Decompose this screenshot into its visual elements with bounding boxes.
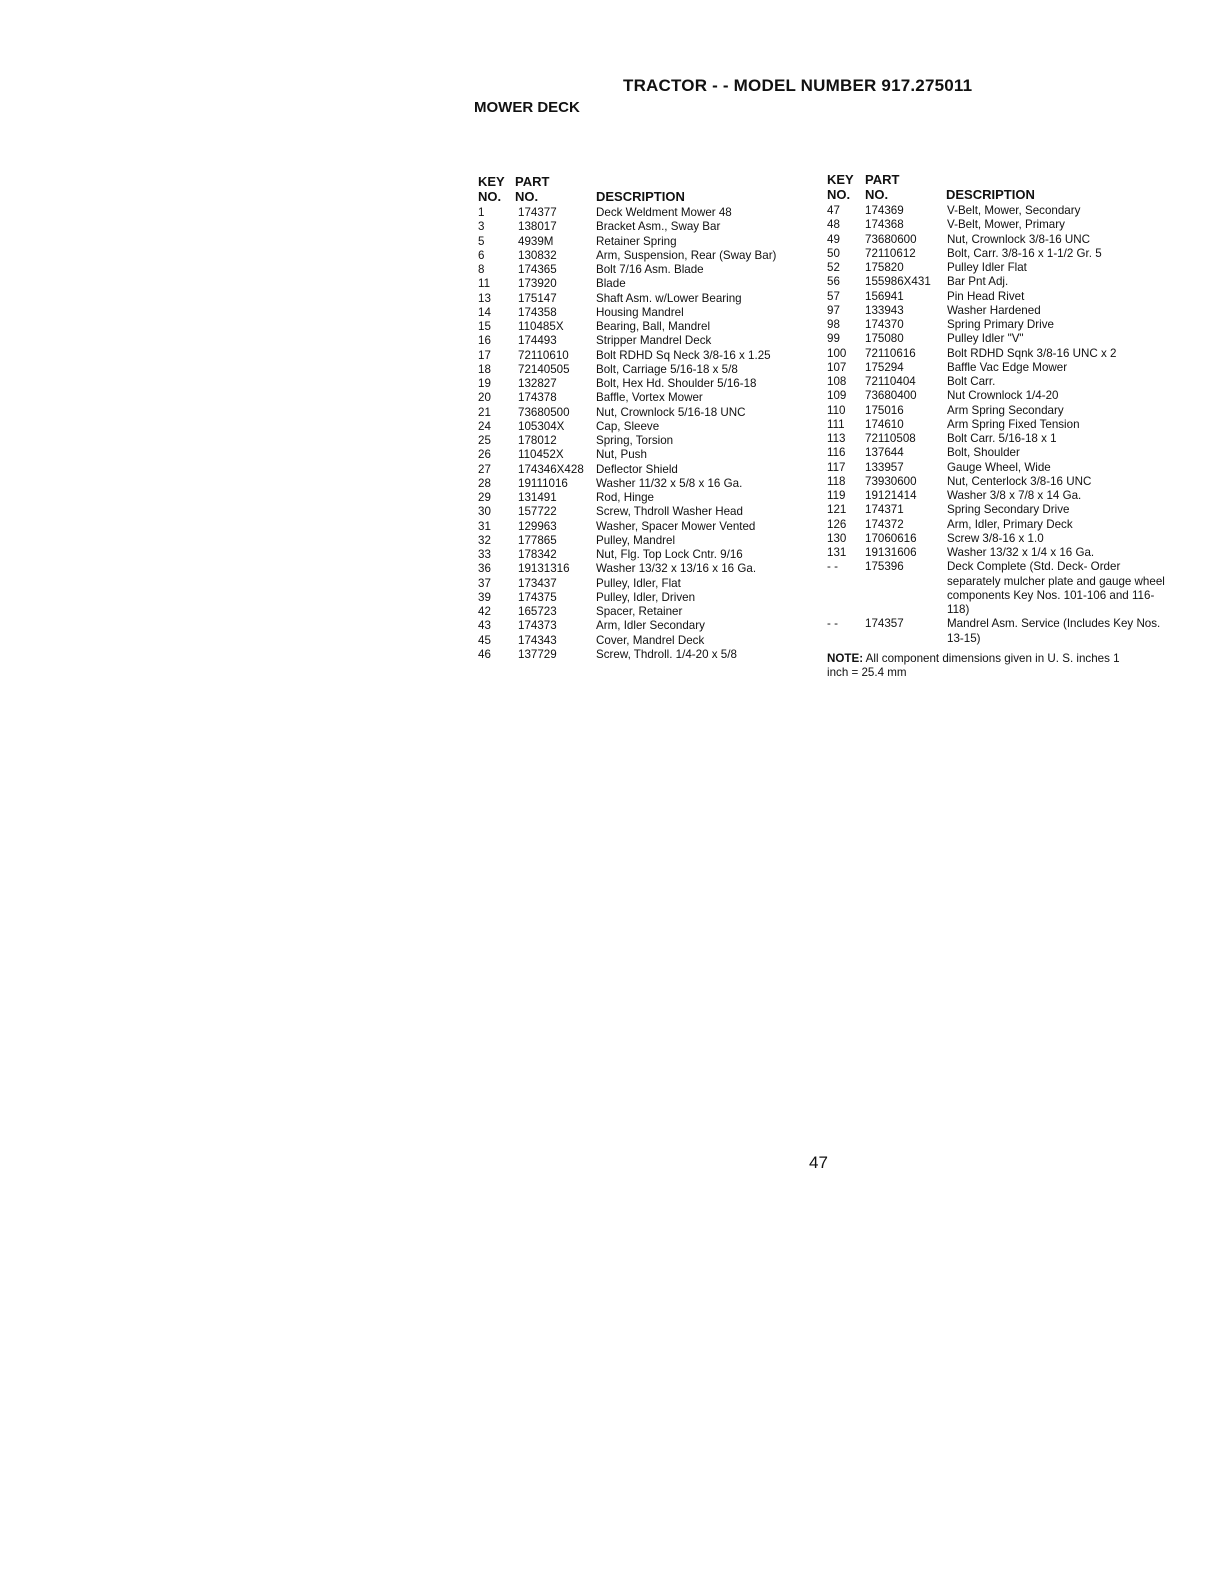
table-row — [827, 261, 1167, 275]
description-cell: Rod, Hinge — [596, 491, 655, 504]
table-row — [478, 220, 808, 234]
key-cell: 5 — [478, 234, 485, 248]
description-cell: Nut, Centerlock 3/8-16 UNC — [947, 474, 1092, 488]
description-cell: Washer 11/32 x 5/8 x 16 Ga. — [596, 476, 743, 490]
table-row — [478, 420, 808, 434]
key-header-bottom: NO. — [827, 187, 851, 202]
part-header-top: PART — [865, 172, 900, 187]
table-row — [478, 477, 808, 491]
table-row — [827, 389, 1167, 403]
part-number-cell: 173920 — [518, 277, 557, 291]
dimension-note — [827, 652, 1127, 681]
part-number-cell: 174346X428 — [518, 462, 584, 476]
description-cell: Pulley, Mandrel — [596, 533, 676, 547]
description-header: DESCRIPTION — [596, 189, 685, 204]
description-cell: Arm, Idler Secondary — [596, 619, 705, 633]
table-row — [827, 418, 1167, 432]
key-cell: 30 — [478, 505, 491, 519]
part-number-cell: 174370 — [865, 318, 904, 331]
part-number-cell: 19121414 — [865, 489, 917, 502]
part-number-cell: 174372 — [865, 517, 904, 531]
description-cell: Baffle Vac Edge Mower — [947, 360, 1068, 374]
part-number-cell: 137729 — [518, 647, 557, 661]
parts-list-left — [478, 206, 808, 662]
part-number-cell: 174343 — [518, 633, 557, 647]
part-number-cell: 73930600 — [865, 474, 917, 488]
part-number-cell: 72140505 — [518, 362, 570, 376]
part-header-bottom: NO. — [515, 189, 539, 204]
description-cell: Screw, Thdroll. 1/4-20 x 5/8 — [596, 647, 737, 661]
part-number-cell: 175147 — [518, 291, 557, 305]
key-cell: 20 — [478, 391, 491, 405]
key-cell: 19 — [478, 377, 491, 390]
key-cell: 121 — [827, 503, 847, 517]
table-row — [478, 206, 808, 220]
description-cell: Blade — [596, 277, 626, 291]
table-row — [478, 548, 808, 562]
key-cell: 6 — [478, 248, 485, 262]
key-header-top: KEY — [827, 172, 854, 187]
description-cell: Nut Crownlock 1/4-20 — [947, 389, 1059, 403]
part-number-cell: 72110610 — [518, 348, 569, 362]
description-cell: Spring, Torsion — [596, 434, 674, 447]
part-number-cell: 130832 — [518, 248, 557, 262]
part-number-cell: 133957 — [865, 460, 904, 474]
description-cell: Housing Mandrel — [596, 305, 684, 319]
key-cell: 29 — [478, 491, 491, 504]
table-row — [478, 349, 808, 363]
note-text: All component dimensions given in U. S. inches 1 inch = 25.4 mm — [827, 651, 1120, 679]
description-cell: Bolt, Hex Hd. Shoulder 5/16-18 — [596, 377, 757, 390]
description-cell: Screw, Thdroll Washer Head — [596, 505, 743, 519]
key-cell: 27 — [478, 462, 491, 476]
table-row — [478, 605, 808, 619]
note-label: NOTE: — [827, 651, 864, 665]
table-row — [827, 290, 1167, 304]
table-row — [478, 377, 808, 391]
key-cell: 48 — [827, 218, 840, 232]
table-row — [827, 446, 1167, 460]
description-cell: Deck Weldment Mower 48 — [596, 206, 732, 219]
table-row — [478, 591, 808, 605]
description-cell: Stripper Mandrel Deck — [596, 334, 712, 348]
table-header-left — [478, 175, 808, 206]
part-number-cell: 174368 — [865, 218, 904, 232]
table-row — [478, 534, 808, 548]
key-cell: 16 — [478, 334, 491, 348]
key-cell: 111 — [827, 417, 845, 431]
page-title: TRACTOR - - MODEL NUMBER 917.275011 — [623, 76, 973, 95]
part-number-cell: 174371 — [865, 503, 904, 517]
description-cell: Washer 3/8 x 7/8 x 14 Ga. — [947, 489, 1082, 502]
table-row — [827, 432, 1167, 446]
key-cell: 17 — [478, 348, 491, 362]
key-cell: 21 — [478, 405, 491, 419]
table-row — [827, 617, 1167, 646]
table-row — [478, 491, 808, 505]
part-number-cell: 177865 — [518, 533, 557, 547]
key-cell: 3 — [478, 220, 485, 234]
key-cell: 50 — [827, 246, 840, 260]
table-row — [478, 619, 808, 633]
part-number-cell: 17060616 — [865, 531, 917, 545]
part-number-cell: 175016 — [865, 403, 904, 417]
key-cell: 8 — [478, 263, 485, 276]
key-cell: 43 — [478, 619, 491, 633]
table-row — [827, 461, 1167, 475]
table-row — [478, 577, 808, 591]
page-number: 47 — [809, 1153, 828, 1172]
description-cell: Baffle, Vortex Mower — [596, 391, 703, 405]
description-cell: Arm, Suspension, Rear (Sway Bar) — [596, 248, 777, 262]
table-row — [827, 204, 1167, 218]
part-number-cell: 174358 — [518, 305, 557, 319]
part-number-cell: 132827 — [518, 377, 557, 390]
table-row — [827, 375, 1167, 389]
description-cell: Cap, Sleeve — [596, 419, 660, 433]
key-cell: 130 — [827, 531, 847, 545]
key-cell: 42 — [478, 605, 491, 618]
description-cell: Bar Pnt Adj. — [947, 275, 1009, 289]
parts-table-left — [478, 175, 808, 662]
key-cell: 46 — [478, 647, 491, 661]
table-row — [478, 562, 808, 576]
key-cell: 47 — [827, 204, 840, 217]
key-cell: 52 — [827, 261, 840, 274]
description-cell: Arm Spring Secondary — [947, 403, 1064, 417]
table-row — [478, 306, 808, 320]
part-number-cell: 133943 — [865, 303, 904, 317]
key-cell: 24 — [478, 419, 491, 433]
table-row — [827, 275, 1167, 289]
part-number-cell: 174369 — [865, 204, 904, 217]
description-header: DESCRIPTION — [946, 187, 1035, 202]
table-row — [827, 247, 1167, 261]
description-cell: Cover, Mandrel Deck — [596, 633, 705, 647]
parts-table-right — [827, 173, 1167, 680]
table-row — [827, 475, 1167, 489]
table-row — [827, 218, 1167, 232]
table-row — [827, 489, 1167, 503]
table-row — [478, 505, 808, 519]
part-number-cell: 175294 — [865, 360, 904, 374]
description-cell: Pin Head Rivet — [947, 289, 1025, 303]
description-cell: Arm, Idler, Primary Deck — [947, 517, 1073, 531]
part-number-cell: 174365 — [518, 263, 557, 276]
part-number-cell: 72110508 — [865, 432, 916, 445]
table-row — [478, 648, 808, 662]
part-number-cell: 174377 — [518, 206, 557, 219]
part-number-cell: 110452X — [518, 448, 564, 462]
description-cell: Pulley, Idler, Driven — [596, 590, 696, 604]
key-cell: 126 — [827, 517, 847, 531]
table-row — [827, 361, 1167, 375]
key-cell: 14 — [478, 305, 491, 319]
table-row — [827, 503, 1167, 517]
description-cell: Gauge Wheel, Wide — [947, 460, 1051, 474]
table-row — [478, 463, 808, 477]
description-cell: Deflector Shield — [596, 462, 678, 476]
part-number-cell: 175080 — [865, 332, 904, 346]
key-cell: - - — [827, 560, 838, 574]
key-cell: 1 — [478, 206, 485, 219]
table-row — [478, 292, 808, 306]
key-cell: 25 — [478, 434, 491, 447]
part-number-cell: 4939M — [518, 234, 554, 248]
table-header-right — [827, 173, 1167, 204]
part-number-cell: 174378 — [518, 391, 557, 405]
part-number-cell: 155986X431 — [865, 275, 931, 289]
part-number-cell: 19111016 — [518, 476, 568, 490]
key-cell: 36 — [478, 562, 491, 576]
key-cell: 37 — [478, 576, 491, 590]
table-row — [827, 560, 1167, 617]
description-cell: Deck Complete (Std. Deck- Order separately mulcher plate and gauge wheel components Key Nos. 101-106 and 116-118) — [947, 560, 1165, 616]
part-header-bottom: NO. — [865, 187, 889, 202]
key-cell: 39 — [478, 590, 491, 604]
part-number-cell: 73680500 — [518, 405, 570, 419]
table-row — [827, 518, 1167, 532]
table-row — [827, 347, 1167, 361]
description-cell: Bearing, Ball, Mandrel — [596, 320, 711, 333]
table-row — [478, 406, 808, 420]
table-row — [478, 448, 808, 462]
table-row — [827, 318, 1167, 332]
key-cell: 97 — [827, 303, 840, 317]
description-cell: Retainer Spring — [596, 234, 677, 248]
part-number-cell: 105304X — [518, 419, 565, 433]
description-cell: Bolt, Carriage 5/16-18 x 5/8 — [596, 362, 738, 376]
description-cell: Spring Secondary Drive — [947, 503, 1070, 517]
description-cell: Bolt Carr. — [947, 375, 996, 388]
key-cell: 31 — [478, 519, 491, 533]
key-cell: 26 — [478, 448, 491, 462]
description-cell: Shaft Asm. w/Lower Bearing — [596, 291, 742, 305]
key-cell: 45 — [478, 633, 491, 647]
description-cell: Bolt RDHD Sqnk 3/8-16 UNC x 2 — [947, 346, 1117, 360]
key-header-top: KEY — [478, 174, 505, 189]
key-cell: 116 — [827, 446, 846, 460]
description-cell: V-Belt, Mower, Secondary — [947, 204, 1081, 217]
part-number-cell: 174373 — [518, 619, 557, 633]
table-row — [478, 277, 808, 291]
table-row — [478, 263, 808, 277]
table-row — [478, 520, 808, 534]
part-number-cell: 156941 — [865, 289, 904, 303]
table-row — [478, 334, 808, 348]
description-cell: Bolt, Carr. 3/8-16 x 1-1/2 Gr. 5 — [947, 246, 1102, 260]
key-cell: 119 — [827, 489, 846, 502]
key-cell: 118 — [827, 474, 846, 488]
part-number-cell: 157722 — [518, 505, 557, 519]
table-row — [478, 634, 808, 648]
description-cell: Pulley Idler "V" — [947, 332, 1024, 346]
key-cell: 113 — [827, 432, 846, 445]
table-row — [827, 532, 1167, 546]
key-header-bottom: NO. — [478, 189, 502, 204]
key-cell: 13 — [478, 291, 491, 305]
part-number-cell: 175396 — [865, 560, 904, 574]
table-row — [827, 332, 1167, 346]
description-cell: Nut, Crownlock 5/16-18 UNC — [596, 405, 746, 419]
table-row — [827, 404, 1167, 418]
part-number-cell: 178012 — [518, 434, 557, 447]
key-cell: 49 — [827, 232, 840, 246]
part-number-cell: 19131316 — [518, 562, 570, 576]
part-number-cell: 174375 — [518, 590, 557, 604]
description-cell: Bolt Carr. 5/16-18 x 1 — [947, 432, 1057, 445]
key-cell: 18 — [478, 362, 491, 376]
key-cell: - - — [827, 617, 838, 631]
part-number-cell: 73680400 — [865, 389, 917, 403]
description-cell: Bracket Asm., Sway Bar — [596, 220, 721, 234]
part-header-top: PART — [515, 174, 550, 189]
key-cell: 110 — [827, 403, 846, 417]
part-number-cell: 72110612 — [865, 246, 916, 260]
table-row — [827, 233, 1167, 247]
part-number-cell: 138017 — [518, 220, 557, 234]
parts-list-right — [827, 204, 1167, 646]
description-cell: Bolt 7/16 Asm. Blade — [596, 263, 704, 276]
description-cell: Washer, Spacer Mower Vented — [596, 519, 756, 533]
table-row — [478, 434, 808, 448]
description-cell: Spring Primary Drive — [947, 318, 1054, 331]
description-cell: Spacer, Retainer — [596, 605, 683, 618]
part-number-cell: 174357 — [865, 617, 904, 631]
description-cell: Washer 13/32 x 13/16 x 16 Ga. — [596, 562, 757, 576]
part-number-cell: 73680600 — [865, 232, 917, 246]
description-cell: Mandrel Asm. Service (Includes Key Nos. 13-15) — [947, 617, 1161, 645]
key-cell: 131 — [827, 546, 847, 559]
part-number-cell: 19131606 — [865, 546, 917, 559]
key-cell: 98 — [827, 318, 840, 331]
table-row — [478, 363, 808, 377]
description-cell: Nut, Push — [596, 448, 647, 462]
key-cell: 117 — [827, 460, 846, 474]
part-number-cell: 174493 — [518, 334, 557, 348]
table-row — [478, 249, 808, 263]
part-number-cell: 110485X — [518, 320, 564, 333]
key-cell: 109 — [827, 389, 847, 403]
description-cell: V-Belt, Mower, Primary — [947, 218, 1065, 232]
key-cell: 56 — [827, 275, 840, 289]
part-number-cell: 72110616 — [865, 346, 916, 360]
description-cell: Pulley, Idler, Flat — [596, 576, 681, 590]
table-row — [827, 304, 1167, 318]
description-cell: Screw 3/8-16 x 1.0 — [947, 531, 1044, 545]
table-row — [478, 320, 808, 334]
part-number-cell: 178342 — [518, 548, 557, 561]
table-row — [827, 546, 1167, 560]
part-number-cell: 131491 — [518, 491, 557, 504]
description-cell: Nut, Flg. Top Lock Cntr. 9/16 — [596, 548, 743, 561]
key-cell: 107 — [827, 360, 847, 374]
key-cell: 28 — [478, 476, 491, 490]
table-row — [478, 391, 808, 405]
description-cell: Washer 13/32 x 1/4 x 16 Ga. — [947, 546, 1095, 559]
key-cell: 11 — [478, 277, 491, 291]
description-cell: Arm Spring Fixed Tension — [947, 417, 1080, 431]
part-number-cell: 175820 — [865, 261, 904, 274]
part-number-cell: 173437 — [518, 576, 557, 590]
key-cell: 99 — [827, 332, 840, 346]
table-row — [478, 235, 808, 249]
part-number-cell: 165723 — [518, 605, 557, 618]
description-cell: Bolt, Shoulder — [947, 446, 1020, 460]
description-cell: Bolt RDHD Sq Neck 3/8-16 x 1.25 — [596, 348, 771, 362]
key-cell: 15 — [478, 320, 491, 333]
key-cell: 108 — [827, 375, 847, 388]
section-heading: MOWER DECK — [474, 99, 580, 116]
part-number-cell: 174610 — [865, 417, 904, 431]
key-cell: 100 — [827, 346, 847, 360]
key-cell: 57 — [827, 289, 840, 303]
part-number-cell: 137644 — [865, 446, 904, 460]
key-cell: 32 — [478, 533, 491, 547]
description-cell: Pulley Idler Flat — [947, 261, 1027, 274]
description-cell: Nut, Crownlock 3/8-16 UNC — [947, 232, 1091, 246]
part-number-cell: 72110404 — [865, 375, 916, 388]
description-cell: Washer Hardened — [947, 303, 1041, 317]
key-cell: 33 — [478, 548, 491, 561]
part-number-cell: 129963 — [518, 519, 557, 533]
